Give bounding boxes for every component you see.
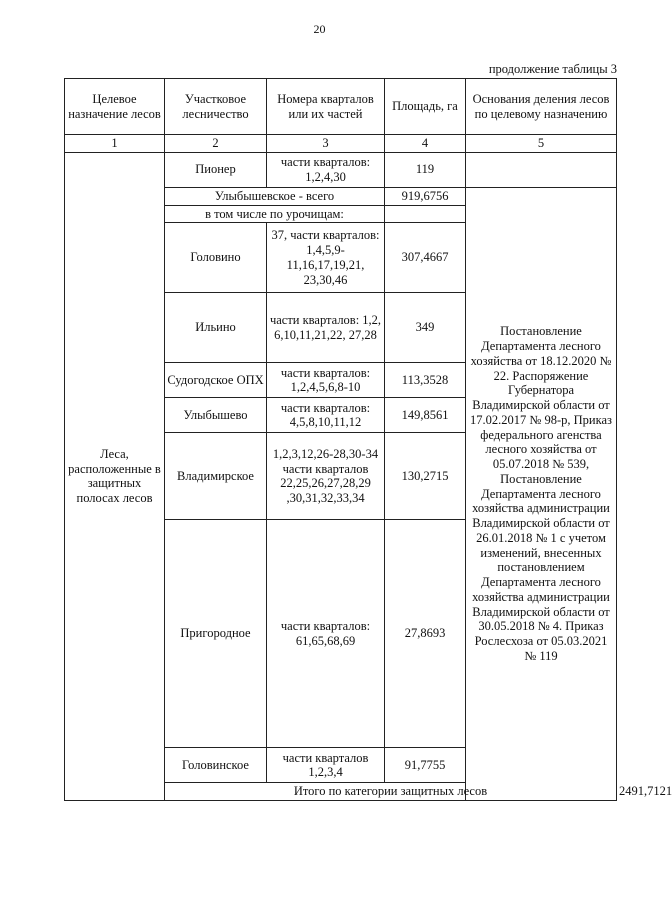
forest-purpose-table	[64, 78, 672, 801]
header-purpose: Целевое назначение лесов	[65, 79, 165, 135]
total-row: Итого по категории защитных лесов 2491,7121	[65, 783, 617, 801]
purpose-cell: Леса, расположенные в защитных полосах лесов	[65, 152, 165, 800]
district-cell: Головинское	[165, 748, 267, 783]
quarters-cell: части кварталов: 61,65,68,69	[267, 520, 385, 748]
quarters-cell: части кварталов: 1,2,4,5,6,8-10	[267, 363, 385, 398]
page-number: 20	[313, 22, 326, 36]
table-continuation-note: продолжение таблицы 3	[488, 62, 617, 76]
area-cell: 91,7755	[385, 748, 466, 783]
quarters-cell: части кварталов: 1,2,4,30	[267, 152, 385, 187]
column-number: 3	[267, 135, 385, 153]
table-header-row	[65, 79, 617, 135]
area-cell: 349	[385, 293, 466, 363]
district-cell: Ильино	[165, 293, 267, 363]
header-district: Участковое лесничество	[165, 79, 267, 135]
header-quarters: Номера кварталов или их частей	[267, 79, 385, 135]
quarters-cell: части кварталов 1,2,3,4	[267, 748, 385, 783]
column-number: 4	[385, 135, 466, 153]
district-cell: Судогодское ОПХ	[165, 363, 267, 398]
quarters-cell: части кварталов: 1,2, 6,10,11,21,22, 27,28	[267, 293, 385, 363]
district-cell: Улыбышево	[165, 398, 267, 433]
district-cell: Владимирское	[165, 433, 267, 520]
subtotal-area: 919,6756	[385, 187, 466, 205]
header-basis: Основания деления лесов по целевому назначению	[466, 79, 617, 135]
subtotal-label: Улыбышевское - всего	[165, 187, 385, 205]
total-label: Итого по категории защитных лесов	[165, 783, 617, 801]
quarters-cell: 37, части кварталов: 1,4,5,9-11,16,17,19,21, 23,30,46	[267, 223, 385, 293]
header-area: Площадь, га	[385, 79, 466, 135]
district-cell: Пригородное	[165, 520, 267, 748]
area-cell: 27,8693	[385, 520, 466, 748]
area-cell-empty	[385, 205, 466, 223]
basis-cell-empty	[466, 152, 617, 187]
area-cell: 119	[385, 152, 466, 187]
table-row	[65, 152, 617, 187]
area-cell: 113,3528	[385, 363, 466, 398]
quarters-cell: части кварталов: 4,5,8,10,11,12	[267, 398, 385, 433]
including-label: в том числе по урочищам:	[165, 205, 385, 223]
district-cell: Пионер	[165, 152, 267, 187]
column-number-row	[65, 135, 617, 153]
quarters-cell: 1,2,3,12,26-28,30-34 части кварталов 22,25,26,27,28,29 ,30,31,32,33,34	[267, 433, 385, 520]
column-number: 1	[65, 135, 165, 153]
basis-cell: Постановление Департамента лесного хозяйства от 18.12.2020 № 22. Распоряжение Губернатора Владимирской области от 17.02.2017 № 98-р, Приказ федерального агенства лесного хозяйства от 05.07.2018 № 539, Постановление Департамента лесного хозяйства администрации Владимирской области от 26.01.2018 № 1 с учетом изменений, внесенных постановлением Департамента лесного хозяйства администрации Владимирской области от 30.05.2018 № 4. Приказ Рослесхоза от 05.03.2021 № 119	[466, 187, 617, 800]
area-cell: 307,4667	[385, 223, 466, 293]
column-number: 2	[165, 135, 267, 153]
district-cell: Головино	[165, 223, 267, 293]
area-cell: 149,8561	[385, 398, 466, 433]
column-number: 5	[466, 135, 617, 153]
area-cell: 130,2715	[385, 433, 466, 520]
